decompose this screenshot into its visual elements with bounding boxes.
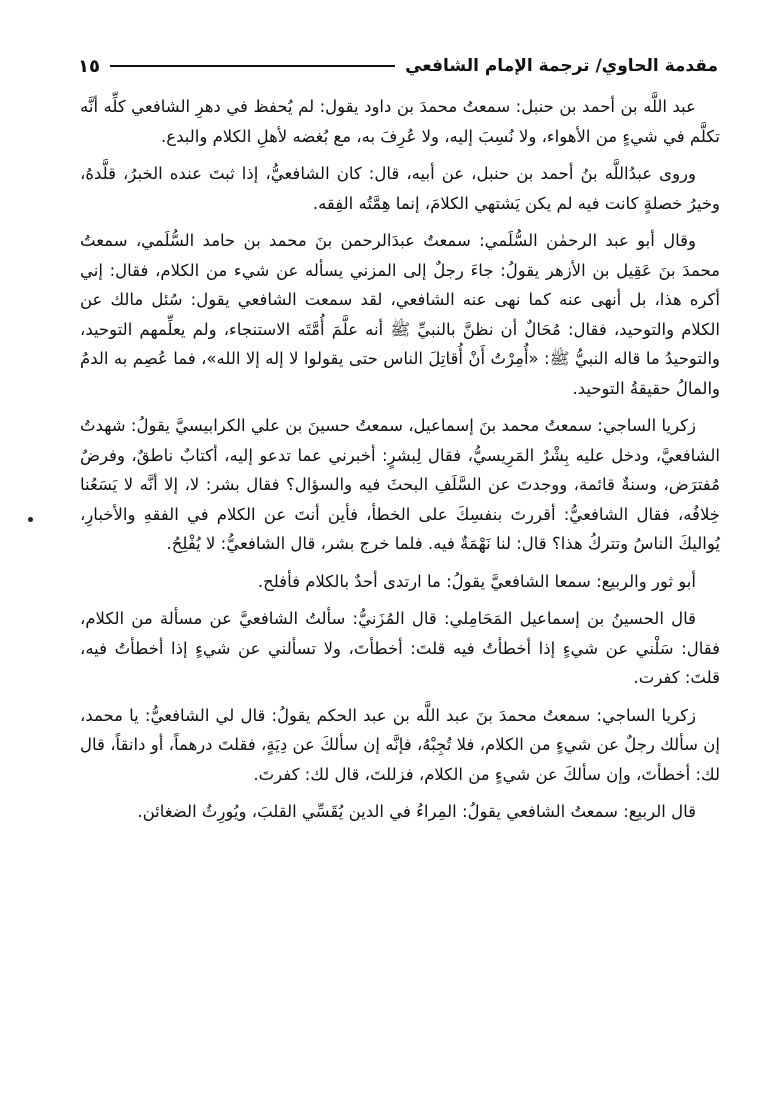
header-divider <box>110 65 395 67</box>
paragraph: وقال أبو عبد الرحمٰن السُّلَمي: سمعتُ عبدَالرحمن بنَ محمد بن حامد السُّلَمي، سمعتُ محمدَ بنَ عَقِيل بن الأزهر يقولُ: جاءَ رجلٌ إلى المزني يسأله عن شيء من الكلام، فقال: إني أكره هذا، بل أنهى عنه كما نهى عنه الشافعي، لقد سمعت الشافعي يقول: سُئل مالك عن الكلام والتوحيد، فقال: مُحَالٌ أن نظنَّ بالنبيِّ ﷺ أنه علَّمَ أُمَّتَه الاستنجاء، ولم يعلِّمهم التوحيد، والتوحيدُ ما قاله النبيُّ ﷺ: «أُمِرْتُ أَنْ أُقاتِلَ الناس حتى يقولوا لا إله إلا الله»، فما عُصِم به الدمُ والمالُ حقيقةُ التوحيد. <box>80 231 720 398</box>
paragraph: قال الحسينُ بن إسماعيل المَحَامِلي: قال المُزَنيُّ: سألتُ الشافعيَّ عن مسألة من الكلام، فقال: سَلْني عن شيءٍ إذا أخطأتُ فيه قلتَ: أخطأتَ، ولا تسألني عن شيءٍ إذا أخطأتُ فيه، قلتَ: كفرت. <box>80 609 720 687</box>
paragraph: زكريا الساجي: سمعتُ محمدَ بنَ عبد اللَّه بن عبد الحكم يقولُ: قال لي الشافعيُّ: يا محمد، إن سألك رجلٌ عن شيءٍ من الكلام، فلا تُجِبْهُ، فإنَّه إن سألكَ عن دِيَةٍ، فقلتَ درهماً، أو دانقاً، قال لك: أخطأتَ، وإن سألكَ عن شيءٍ من الكلام، فزللتَ، قال لك: كفرتَ. <box>80 705 720 784</box>
margin-mark <box>28 517 33 522</box>
paragraph: عبد اللَّه بن أحمد بن حنبل: سمعتُ محمدَ بن داود يقول: لم يُحفظ في دهرِ الشافعي كلِّه أنَّه تكلَّم في شيءٍ من الأهواء، ولا نُسِبَ إليه، ولا عُرِفَ به، مع بُغضه لأهلِ الكلام والبدع. <box>80 97 720 146</box>
page-body <box>80 92 720 835</box>
paragraph: زكريا الساجي: سمعتُ محمد بنَ إسماعيل، سمعتُ حسينَ بن علي الكرابيسيَّ يقولُ: شهدتُ الشافعيَّ، ودخل عليه بِشْرٌ المَرِيسيُّ، فقال لِبشرٍ: أخبرني عما تدعو إليه، أكتابٌ ناطقٌ، وفرضٌ مُفترَض، وسنةٌ قائمة، ووجدتَ عن السَّلَفِ البحثَ فيه والسؤال؟ فقال بشر: لا، إلا أنَّه لا يَسَعُنا خِلافُه، فقال الشافعيُّ: أقررتَ بنفسِكَ على الخطأ، فأين أنتَ عن الكلام في الفقهِ والأخبارِ، يُواليكَ الناسُ وتتركُ هذا؟ قال: لنا نَهْمَةٌ فيه. فلما خرج بشر، قال الشافعيُّ: لا يُفْلِحُ. <box>80 416 720 553</box>
page-number: ١٥ <box>78 55 100 77</box>
paragraph: قال الربيع: سمعتُ الشافعي يقولُ: المِراءُ في الدين يُقَسِّي القلبَ، ويُورِثُ الضغائن. <box>137 802 696 821</box>
paragraph: وروى عبدُاللَّه بنُ أحمد بن حنبل، عن أبيه، قال: كان الشافعيُّ، إذا ثبتَ عنده الخبرُ، قلَّدهُ، وخيرُ خصلةٍ كانت فيه لم يكن يَشتهي الكلامَ، إنما هِمَّتُه الفِقه. <box>80 164 720 213</box>
running-header <box>78 46 718 86</box>
paragraph: أبو ثور والربيع: سمعا الشافعيَّ يقولُ: ما ارتدى أحدٌ بالكلام فأفلح. <box>257 571 696 591</box>
running-header-title: مقدمة الحاوي/ ترجمة الإمام الشافعي <box>405 56 718 76</box>
